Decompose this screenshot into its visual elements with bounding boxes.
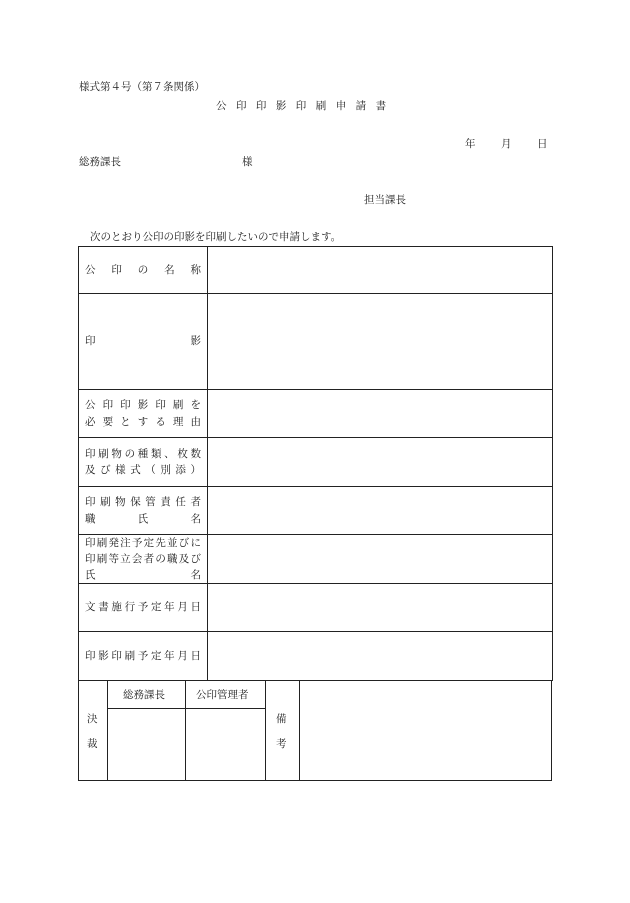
label-line [85,567,201,583]
general-affairs-chief-stamp-box[interactable] [108,709,185,780]
label-char: 会 [131,552,143,565]
reason-field[interactable] [208,390,552,437]
seal-impression-field[interactable] [208,294,552,389]
label-line [85,648,201,664]
label-char: 予 [131,536,143,549]
label-char: 印 [155,399,166,412]
label-char: 印 [85,649,96,662]
label-char: 予 [137,601,149,614]
label-char: 管 [145,496,156,509]
label-char: 任 [175,496,186,509]
label-char: 氏 [137,512,149,525]
label-char: 発 [108,536,119,549]
label-char: 要 [102,415,114,428]
label-char: 職 [167,552,178,565]
label-char: 者 [190,496,201,509]
approval-table [78,680,552,781]
label-char: 印 [85,335,96,348]
label-char: 月 [177,649,188,662]
label-char: 刷 [172,399,184,412]
row-label [79,584,208,631]
label-char: び [100,464,111,476]
form-number: 様式第４号（第７条関係） [79,81,205,93]
label-char: 物 [111,447,122,460]
label-char: 及 [178,552,190,565]
seal-name-field[interactable] [208,247,552,293]
row-print-date [78,632,553,681]
label-char: 名 [190,569,201,582]
label-line [85,535,201,551]
label-char: 種 [137,447,149,460]
label-line [85,462,201,478]
remarks-field[interactable] [300,681,551,780]
label-char: 印 [111,263,122,276]
label-char: 印 [85,552,96,565]
label-line [85,599,201,615]
label-char: の [124,447,136,460]
label-char: 行 [124,601,136,614]
label-char: 、 [164,447,175,460]
label-char: 影 [137,399,149,412]
label-char: 影 [98,649,109,662]
row-reason [78,390,553,438]
label-char: 類 [150,447,162,460]
label-char: 日 [190,601,201,614]
label-char: 注 [120,536,131,549]
enforcement-date-field[interactable] [208,584,552,631]
label-char: 文 [85,601,96,614]
label-char: の [155,552,166,565]
label-line [85,414,201,430]
label-char: 物 [115,496,126,509]
label-char: び [190,552,201,565]
label-char: び [178,536,190,549]
label-char: 予 [137,649,149,662]
label-char: 印 [102,399,114,412]
label-char: 添 [175,464,186,476]
print-type-field[interactable] [208,438,552,486]
row-print-type [78,438,553,487]
label-char: 年 [164,649,175,662]
approval-label-2: 裁 [87,738,98,750]
label-char: 氏 [85,569,96,582]
label-char: 刷 [100,496,111,509]
intro-text: 次のとおり公印の印影を印刷したいので申請します。 [90,231,342,243]
label-char: 並 [167,536,178,549]
label-line [85,446,201,462]
label-char: 及 [85,464,96,476]
row-label [79,535,208,583]
label-char: 必 [85,415,96,428]
label-line [85,333,201,349]
print-date-field[interactable] [208,632,552,680]
label-char: 数 [190,447,201,460]
label-char: 定 [143,536,155,549]
label-char: 施 [111,601,122,614]
label-char: 刷 [96,552,108,565]
approval-label-1: 決 [87,713,98,725]
label-char: 立 [120,552,131,565]
label-char: 刷 [96,536,108,549]
label-char: 様 [115,464,126,476]
label-char: 印 [85,447,96,460]
label-char: 日 [190,649,201,662]
addressee: 総務課長 [79,156,121,168]
row-label [79,294,208,389]
row-label [79,487,208,534]
label-char: 保 [130,496,141,509]
date-month-label: 月 [501,138,512,150]
general-affairs-chief-header: 総務課長 [123,689,165,701]
printer-witness-field[interactable] [208,535,552,583]
label-char: 職 [85,512,96,525]
label-char: 書 [98,601,109,614]
row-enforcement-date [78,584,553,632]
row-label [79,390,208,437]
label-char: 印 [111,649,122,662]
label-char: 定 [150,649,162,662]
label-char: 公 [85,263,96,276]
divider [265,681,266,780]
label-char: の [137,263,149,276]
label-char: 先 [155,536,166,549]
label-char: 等 [108,552,119,565]
label-char: 刷 [98,447,109,460]
label-line [85,551,201,567]
row-label [79,438,208,486]
row-seal-impression [78,294,553,390]
label-char: を [190,399,201,412]
label-char: 印 [85,496,96,509]
seal-manager-stamp-box[interactable] [186,709,265,780]
row-printer-witness [78,535,553,584]
row-seal-name [78,246,553,294]
label-line [85,262,201,278]
label-char: 名 [190,512,201,525]
label-char: 影 [190,335,201,348]
label-char: 印 [120,399,131,412]
label-line [85,511,201,527]
label-char: 月 [177,601,188,614]
custodian-field[interactable] [208,487,552,534]
row-custodian [78,487,553,535]
row-label [79,632,208,680]
page-title: 公印印影印刷申請書 [216,100,396,112]
label-char: 理 [172,415,184,428]
label-char: 者 [143,552,155,565]
label-char: 年 [164,601,175,614]
label-char: 責 [160,496,171,509]
honorific: 様 [242,156,253,168]
label-char: に [190,536,201,549]
remarks-label-1: 備 [276,713,287,725]
label-char: 印 [85,536,96,549]
label-char: 式 [130,464,141,476]
application-form-table [78,246,553,681]
applicant-title: 担当課長 [364,194,406,206]
label-char: 枚 [177,447,188,460]
label-char: と [120,415,131,428]
seal-manager-header: 公印管理者 [196,689,249,701]
label-line [85,397,201,413]
label-char: （ [145,464,156,476]
label-char: る [155,415,166,428]
label-char: 称 [190,263,201,276]
label-char: 由 [190,415,201,428]
label-char: す [137,415,149,428]
label-char: 名 [164,263,175,276]
remarks-label-2: 考 [276,738,287,750]
label-char: 公 [85,399,96,412]
label-char: 刷 [124,649,136,662]
label-char: 定 [150,601,162,614]
row-label [79,247,208,293]
label-char: ） [190,464,201,476]
date-year-label: 年 [465,138,476,150]
label-char: 別 [160,464,171,476]
label-line [85,494,201,510]
date-day-label: 日 [537,138,548,150]
